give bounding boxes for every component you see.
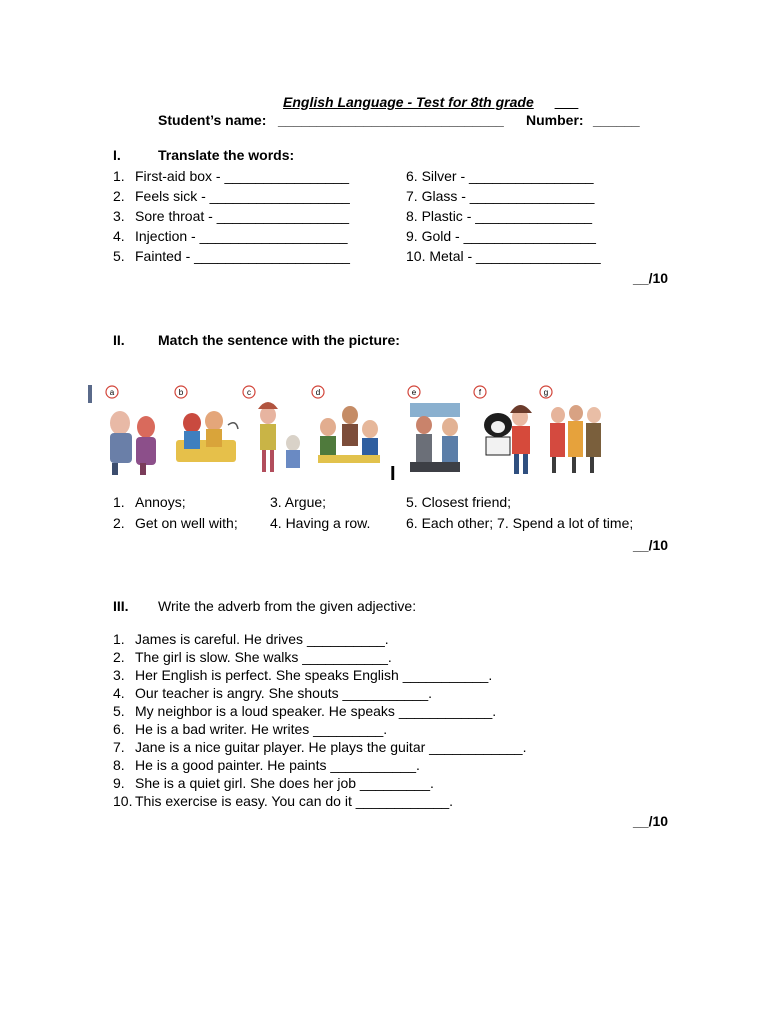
- picture-letter: c: [247, 388, 251, 397]
- picture-letter: a: [109, 388, 115, 397]
- section-1-score: __/10: [633, 270, 669, 286]
- list-item: 1. First-aid box - ________________: [113, 168, 350, 184]
- section-1-heading: Translate the words:: [158, 147, 295, 163]
- list-item: 5. My neighbor is a loud speaker. He speaks ____________.: [113, 703, 497, 719]
- picture-letter: d: [315, 388, 321, 397]
- picture-d: [312, 386, 380, 463]
- section-2-score: __/10: [633, 537, 669, 553]
- number-label: Number:: [526, 112, 584, 128]
- section-3-heading: Write the adverb from the given adjective:: [158, 598, 417, 614]
- list-item: 7. Jane is a nice guitar player. He plays the guitar ____________.: [113, 739, 527, 755]
- list-item: 9. Gold - _________________: [406, 228, 596, 244]
- list-item: 2. Feels sick - __________________: [113, 188, 350, 204]
- picture-letter: e: [411, 388, 417, 397]
- list-item: 6. Silver - ________________: [406, 168, 594, 184]
- test-title: English Language - Test for 8th grade: [283, 94, 534, 110]
- section-3-roman: III.: [113, 598, 129, 614]
- translate-right-list: [406, 166, 601, 266]
- list-item: 3. Sore throat - _________________: [113, 208, 350, 224]
- picture-e: [408, 386, 460, 472]
- picture-letter: b: [178, 388, 184, 397]
- number-blank: ______: [593, 112, 640, 128]
- picture-a: [106, 386, 156, 475]
- student-name-blank: _____________________________: [278, 112, 504, 128]
- picture-letter: g: [543, 388, 549, 397]
- picture-c: [243, 386, 300, 472]
- list-item: 10. This exercise is easy. You can do it ____________.: [113, 793, 454, 809]
- list-item: 3. Her English is perfect. She speaks English ___________.: [113, 667, 493, 683]
- list-item: 8. He is a good painter. He paints ___________.: [113, 757, 420, 773]
- student-name-label: Student’s name:: [158, 112, 267, 128]
- list-item: 1. James is careful. He drives __________.: [113, 631, 389, 647]
- list-item: 6. He is a bad writer. He writes _________.: [113, 721, 388, 737]
- picture-g: [540, 386, 601, 473]
- section-2-roman: II.: [113, 332, 125, 348]
- picture-f: [474, 386, 532, 474]
- list-item: 8. Plastic - _______________: [406, 208, 593, 224]
- section-1-roman: I.: [113, 147, 121, 163]
- section-3-score: __/10: [633, 813, 669, 829]
- picture-letter: f: [478, 388, 482, 397]
- section-2-heading: Match the sentence with the picture:: [158, 332, 400, 348]
- list-item: 2. The girl is slow. She walks ___________.: [113, 649, 392, 665]
- picture-b: [175, 386, 238, 462]
- matching-pictures-strip: [88, 385, 618, 480]
- adverb-list: [113, 630, 527, 810]
- translate-left-list: [113, 166, 350, 266]
- list-item: 4. Our teacher is angry. She shouts ___________.: [113, 685, 433, 701]
- list-item: 9. She is a quiet girl. She does her job _________.: [113, 775, 434, 791]
- list-item: 5. Fainted - ____________________: [113, 248, 350, 264]
- list-item: 10. Metal - ________________: [406, 248, 601, 264]
- list-item: 4. Injection - ___________________: [113, 228, 348, 244]
- title-underline-tail: ___: [555, 94, 579, 110]
- list-item: 7. Glass - ________________: [406, 188, 595, 204]
- text-cursor: I: [390, 463, 396, 480]
